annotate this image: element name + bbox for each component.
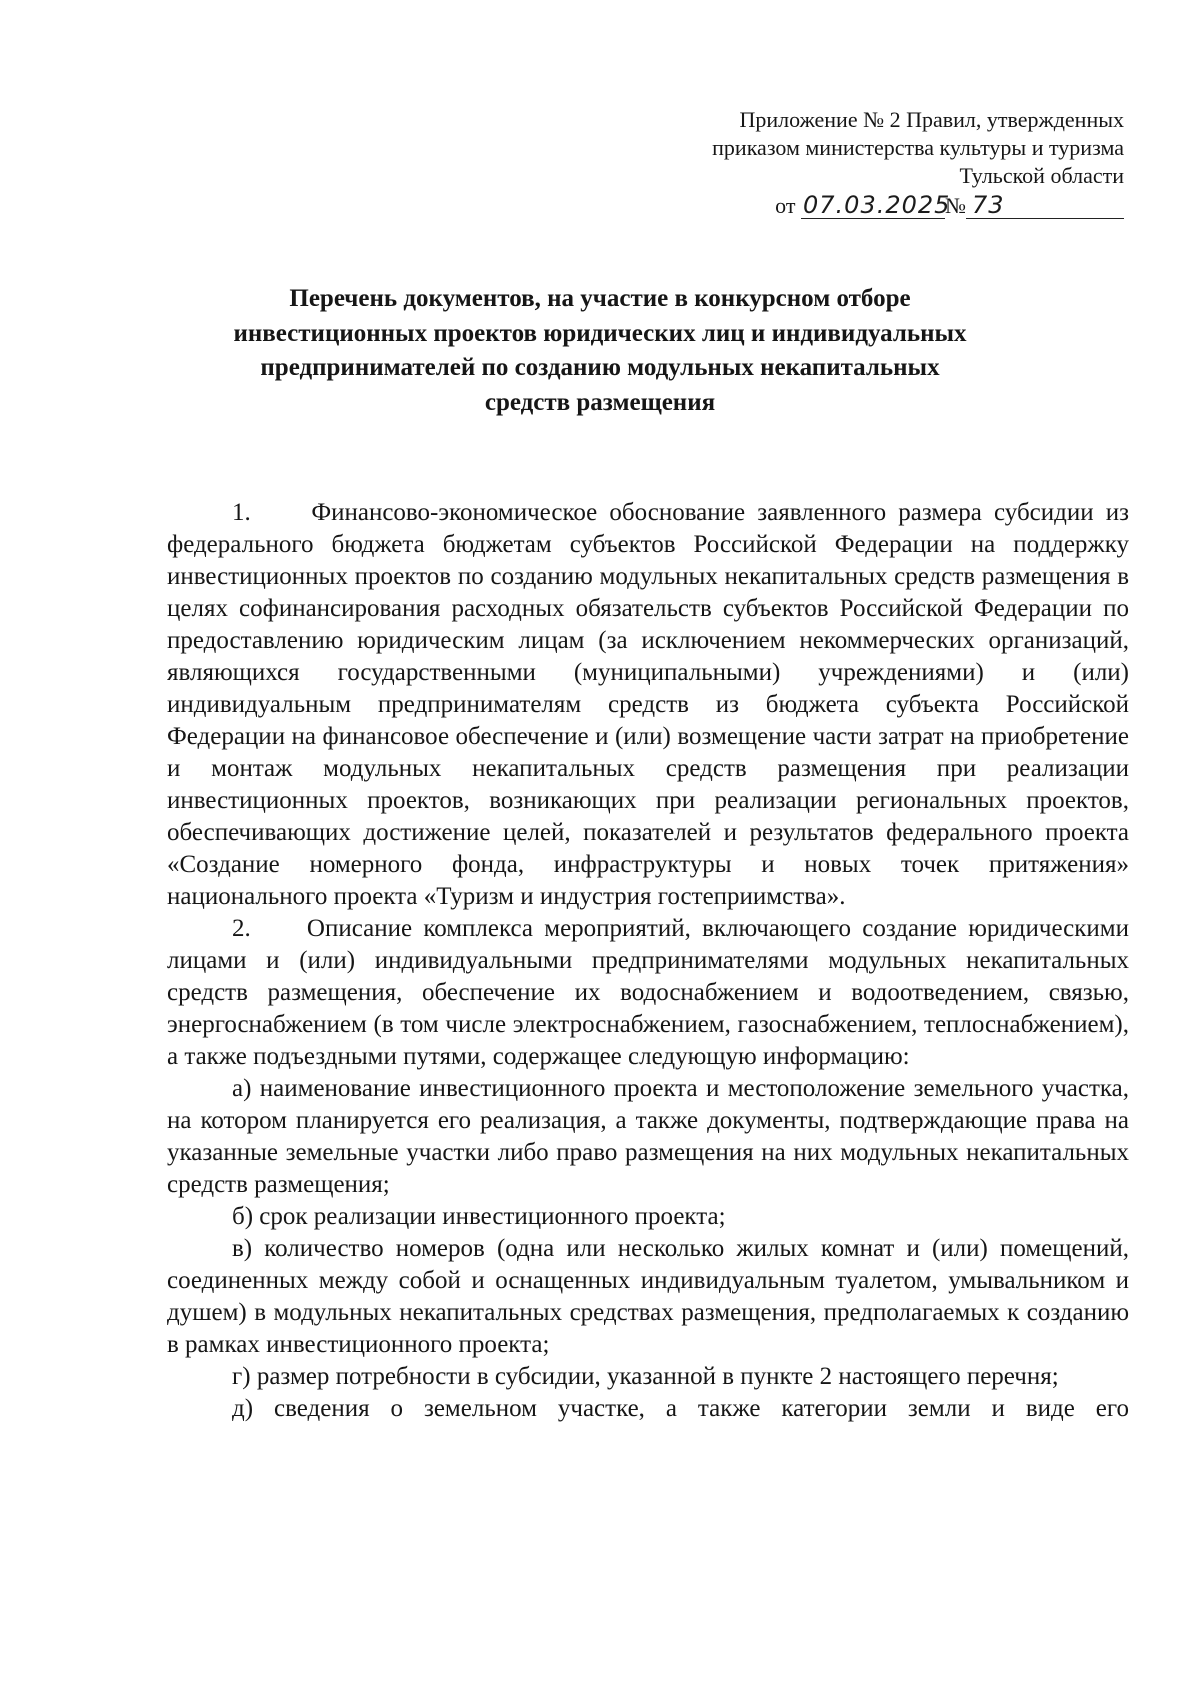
header-line-1: Приложение № 2 Правил, утвержденных <box>739 107 1124 132</box>
subitem-d: д) сведения о земельном участке, а также категории земли и виде его <box>232 1395 1129 1422</box>
title-line-2: инвестиционных проектов юридических лиц и индивидуальных <box>233 319 967 347</box>
header-line-3: Тульской области <box>959 163 1124 188</box>
subitem-v: в) количество номеров (одна или несколько жилых комнат и (или) помещений, соединенных между собой и оснащенных индивидуальным туалетом, умывальником и душем) в модульных некапитальных средствах размещения, предполагаемых к созданию в рамках инвестиционного проекта; <box>167 1235 1129 1358</box>
handwritten-date: 07.03.2025 <box>803 191 951 219</box>
date-prefix: от <box>775 193 796 218</box>
subitem-b: б) срок реализации инвестиционного проекта; <box>232 1203 726 1230</box>
handwritten-number: 73 <box>966 192 1124 219</box>
title-line-3: предпринимателей по созданию модульных некапитальных <box>260 354 940 381</box>
header-line-2: приказом министерства культуры и туризма <box>712 135 1124 160</box>
paragraph-1: 1. Финансово-экономическое обоснование заявленного размера субсидии из федерального бюджета бюджетам субъектов Российской Федерации на поддержку инвестиционных проектов по созданию модульных некапитальных средств размещения в целях софинансирования расходных обязательств субъектов Российской Федерации по предоставлению юридическим лицам (за исключением некоммерческих организаций, являющихся государственными (муниципальными) учреждениями) и (или) индивидуальным предпринимателям средств из бюджета субъекта Российской Федерации на финансовое обеспечение и (или) возмещение части затрат на приобретение и монтаж модульных некапитальных средств размещения при реализации инвестиционных проектов, возникающих при реализации региональных проектов, обеспечивающих достижение целей, показателей и результатов федерального проекта «Создание номерного фонда, инфраструктуры и новых точек притяжения» национального проекта «Туризм и индустрия гостеприимства». <box>167 499 1129 910</box>
title-line-4: средств размещения <box>484 388 716 416</box>
document-body <box>167 497 1129 1425</box>
title-line-1: Перечень документов, на участие в конкурсном отборе <box>289 285 911 312</box>
number-sign: № <box>945 193 966 218</box>
document-title <box>150 282 1050 420</box>
approval-header <box>712 106 1124 220</box>
paragraph-2: 2. Описание комплекса мероприятий, включающего создание юридическими лицами и (или) индивидуальными предпринимателями модульных некапитальных средств размещения, обеспечение их водоснабжением и водоотведением, связью, энергоснабжением (в том числе электроснабжением, газоснабжением, теплоснабжением), а также подъездными путями, содержащее следующую информацию: <box>167 915 1129 1070</box>
subitem-g: г) размер потребности в субсидии, указанной в пункте 2 настоящего перечня; <box>232 1363 1059 1390</box>
subitem-a: а) наименование инвестиционного проекта и местоположение земельного участка, на котором планируется его реализация, а также документы, подтверждающие права на указанные земельные участки либо право размещения на них модульных некапитальных средств размещения; <box>167 1075 1129 1198</box>
header-date-line <box>712 192 1124 220</box>
